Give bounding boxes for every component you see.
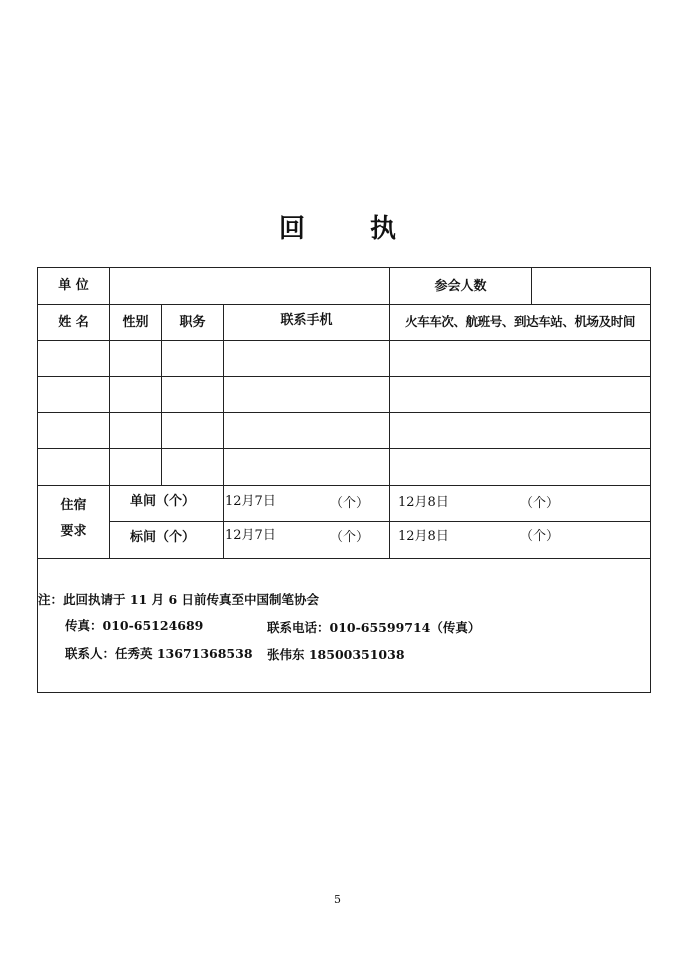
table-row[interactable] <box>38 377 650 412</box>
room-type-standard: 标间（个） <box>130 530 196 545</box>
room-type-single: 单间（个） <box>130 494 196 509</box>
standard-unit-1: （个） <box>330 530 370 545</box>
note-contact-2: 张伟东 18500351038 <box>267 647 405 662</box>
attendee-count-field[interactable] <box>532 269 650 303</box>
single-date-1: 12月7日 <box>225 494 276 509</box>
header-travel: 火车车次、航班号、到达车站、机场及时间 <box>405 314 635 329</box>
note-contact-1: 联系人：任秀英 13671368538 <box>65 646 253 661</box>
table-row[interactable] <box>38 449 650 485</box>
header-mobile: 联系手机 <box>280 313 333 328</box>
standard-date-2: 12月8日 <box>398 529 449 544</box>
row-divider <box>110 521 650 522</box>
page-title: 回 执 <box>278 214 425 244</box>
unit-label: 单 位 <box>58 278 89 293</box>
table-row[interactable] <box>38 341 650 376</box>
standard-date-1: 12月7日 <box>225 528 276 543</box>
single-unit-2: （个） <box>520 496 560 511</box>
header-gender: 性别 <box>122 315 149 330</box>
table-row[interactable] <box>38 413 650 448</box>
header-position: 职务 <box>179 315 206 330</box>
col-divider <box>109 485 110 558</box>
row-divider <box>38 558 650 559</box>
note-phone: 联系电话：010-65599714（传真） <box>267 620 481 635</box>
row-divider <box>38 485 650 486</box>
single-unit-1: （个） <box>330 496 370 511</box>
accommodation-label-line1: 住宿 <box>60 498 87 513</box>
unit-field[interactable] <box>110 269 389 303</box>
note-fax: 传真：010-65124689 <box>65 618 204 633</box>
page-number: 5 <box>334 893 341 906</box>
reply-form <box>37 267 651 693</box>
accommodation-label-line2: 要求 <box>60 524 87 539</box>
header-name: 姓 名 <box>58 315 89 330</box>
standard-unit-2: （个） <box>520 529 560 544</box>
note-deadline: 注：此回执请于 11 月 6 日前传真至中国制笔协会 <box>38 592 320 607</box>
single-date-2: 12月8日 <box>398 495 449 510</box>
row-divider <box>38 304 650 305</box>
attendee-count-label: 参会人数 <box>434 279 487 294</box>
